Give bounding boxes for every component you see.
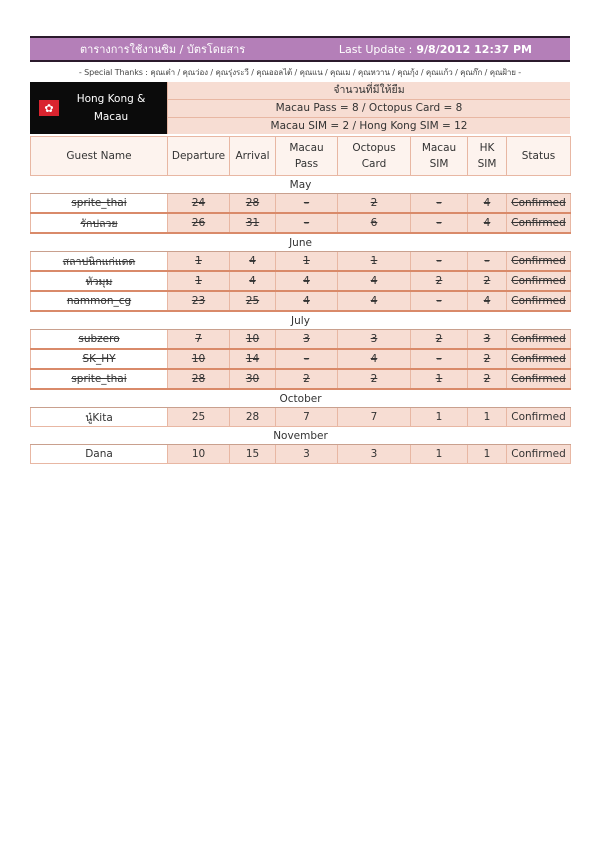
arrival-cell: 30 xyxy=(230,369,276,389)
hk-sim-cell: 3 xyxy=(468,330,507,350)
macau-sim-cell: 2 xyxy=(411,330,468,350)
month-label: May xyxy=(31,176,571,194)
arrival-cell: 28 xyxy=(230,194,276,214)
table-row xyxy=(31,213,571,233)
arrival-cell: 25 xyxy=(230,291,276,311)
col-macau-pass: Macau Pass xyxy=(276,137,338,176)
table-row xyxy=(31,271,571,291)
guest-name-cell: sprite_thai xyxy=(31,194,168,214)
octopus-card-cell: 1 xyxy=(338,252,411,272)
status-cell: Confirmed xyxy=(507,252,571,272)
month-label: November xyxy=(31,427,571,445)
guest-name-cell: subzero xyxy=(31,330,168,350)
col-departure: Departure xyxy=(168,137,230,176)
octopus-card-cell: 6 xyxy=(338,213,411,233)
special-thanks: - Special Thanks : คุณเต๋า / คุณว่อง / คุณรุ่งระวี / คุณออลไต้ / คุณแน / คุณเม / คุณหวาน / คุณกุ้ง / คุณแก้ว / คุณก๊ก / คุณฝ้าย - xyxy=(78,68,522,77)
macau-sim-cell: – xyxy=(411,349,468,369)
col-status: Status xyxy=(507,137,571,176)
arrival-cell: 4 xyxy=(230,271,276,291)
macau-pass-cell: 7 xyxy=(276,408,338,427)
guest-name-cell: สลาปนิกแก่แดด xyxy=(31,252,168,272)
octopus-card-cell: 2 xyxy=(338,369,411,389)
octopus-card-cell: 7 xyxy=(338,408,411,427)
month-label: October xyxy=(31,389,571,408)
title-bar xyxy=(30,36,570,62)
octopus-card-cell: 3 xyxy=(338,330,411,350)
departure-cell: 24 xyxy=(168,194,230,214)
macau-pass-cell: 4 xyxy=(276,271,338,291)
header-block xyxy=(30,82,570,134)
arrival-cell: 28 xyxy=(230,408,276,427)
macau-pass-cell: – xyxy=(276,349,338,369)
macau-sim-cell: – xyxy=(411,252,468,272)
macau-pass-cell: – xyxy=(276,194,338,214)
guest-name-cell: sprite_thai xyxy=(31,369,168,389)
booking-table xyxy=(30,136,571,464)
booking-sheet xyxy=(30,36,570,464)
month-label: June xyxy=(31,233,571,252)
departure-cell: 23 xyxy=(168,291,230,311)
macau-sim-cell: – xyxy=(411,213,468,233)
guest-name-cell: SK_HY xyxy=(31,349,168,369)
page-title: ตารางการใช้งานซิม / บัตรโดยสาร xyxy=(80,43,246,56)
hk-sim-cell: 4 xyxy=(468,291,507,311)
departure-cell: 28 xyxy=(168,369,230,389)
status-cell: Confirmed xyxy=(507,349,571,369)
col-macau-sim: Macau SIM xyxy=(411,137,468,176)
status-cell: Confirmed xyxy=(507,369,571,389)
status-cell: Confirmed xyxy=(507,271,571,291)
summary-line-2: Macau SIM = 2 / Hong Kong SIM = 12 xyxy=(270,120,468,132)
macau-sim-cell: 1 xyxy=(411,369,468,389)
arrival-cell: 10 xyxy=(230,330,276,350)
brand-line-2: Macau xyxy=(93,111,129,123)
summary-heading: จำนวนที่มีให้ยืม xyxy=(168,82,570,100)
brand-title xyxy=(59,90,167,126)
departure-cell: 10 xyxy=(168,445,230,464)
col-guest-name: Guest Name xyxy=(31,137,168,176)
macau-pass-cell: 4 xyxy=(276,291,338,311)
table-row xyxy=(31,408,571,427)
octopus-card-cell: 2 xyxy=(338,194,411,214)
col-octopus-card: Octopus Card xyxy=(338,137,411,176)
departure-cell: 1 xyxy=(168,271,230,291)
guest-name-cell: nammon_cg xyxy=(31,291,168,311)
hk-sim-cell: 1 xyxy=(468,408,507,427)
arrival-cell: 14 xyxy=(230,349,276,369)
departure-cell: 10 xyxy=(168,349,230,369)
departure-cell: 25 xyxy=(168,408,230,427)
hk-sim-cell: 2 xyxy=(468,349,507,369)
octopus-card-cell: 3 xyxy=(338,445,411,464)
macau-pass-cell: 3 xyxy=(276,330,338,350)
arrival-cell: 4 xyxy=(230,252,276,272)
summary-line-1: Macau Pass = 8 / Octopus Card = 8 xyxy=(168,100,570,118)
month-row xyxy=(31,176,571,194)
status-cell: Confirmed xyxy=(507,408,571,427)
last-update xyxy=(339,43,570,56)
hong-kong-flag-icon: ✿ xyxy=(39,100,59,116)
guest-name-cell: รักปลวย xyxy=(31,213,168,233)
arrival-cell: 15 xyxy=(230,445,276,464)
month-row xyxy=(31,389,571,408)
hk-sim-cell: 2 xyxy=(468,271,507,291)
status-cell: Confirmed xyxy=(507,330,571,350)
availability-summary xyxy=(167,82,570,134)
status-cell: Confirmed xyxy=(507,445,571,464)
status-cell: Confirmed xyxy=(507,213,571,233)
macau-pass-cell: 1 xyxy=(276,252,338,272)
hk-sim-cell: 2 xyxy=(468,369,507,389)
status-cell: Confirmed xyxy=(507,291,571,311)
macau-sim-cell: 1 xyxy=(411,445,468,464)
macau-sim-cell: – xyxy=(411,291,468,311)
table-row xyxy=(31,252,571,272)
departure-cell: 1 xyxy=(168,252,230,272)
octopus-card-cell: 4 xyxy=(338,291,411,311)
table-row xyxy=(31,369,571,389)
table-row xyxy=(31,445,571,464)
status-cell: Confirmed xyxy=(507,194,571,214)
table-row xyxy=(31,349,571,369)
macau-sim-cell: 2 xyxy=(411,271,468,291)
hk-sim-cell: – xyxy=(468,252,507,272)
macau-pass-cell: 2 xyxy=(276,369,338,389)
brand-box xyxy=(30,82,167,134)
hk-sim-cell: 1 xyxy=(468,445,507,464)
macau-sim-cell: 1 xyxy=(411,408,468,427)
departure-cell: 7 xyxy=(168,330,230,350)
month-row xyxy=(31,311,571,330)
macau-sim-cell: – xyxy=(411,194,468,214)
month-label: July xyxy=(31,311,571,330)
macau-pass-cell: 3 xyxy=(276,445,338,464)
departure-cell: 26 xyxy=(168,213,230,233)
guest-name-cell: นู๋Kita xyxy=(31,408,168,427)
brand-line-1: Hong Kong & xyxy=(76,93,146,105)
month-row xyxy=(31,233,571,252)
header-row xyxy=(31,137,571,176)
col-hk-sim: HK SIM xyxy=(468,137,507,176)
month-row xyxy=(31,427,571,445)
guest-name-cell: Dana xyxy=(31,445,168,464)
table-row xyxy=(31,330,571,350)
hk-sim-cell: 4 xyxy=(468,194,507,214)
table-row xyxy=(31,291,571,311)
guest-name-cell: หัวมุม xyxy=(31,271,168,291)
hk-sim-cell: 4 xyxy=(468,213,507,233)
last-update-value: 9/8/2012 12:37 PM xyxy=(416,42,532,56)
macau-pass-cell: – xyxy=(276,213,338,233)
last-update-label: Last Update : xyxy=(338,42,413,56)
arrival-cell: 31 xyxy=(230,213,276,233)
table-row xyxy=(31,194,571,214)
octopus-card-cell: 4 xyxy=(338,349,411,369)
col-arrival: Arrival xyxy=(230,137,276,176)
octopus-card-cell: 4 xyxy=(338,271,411,291)
